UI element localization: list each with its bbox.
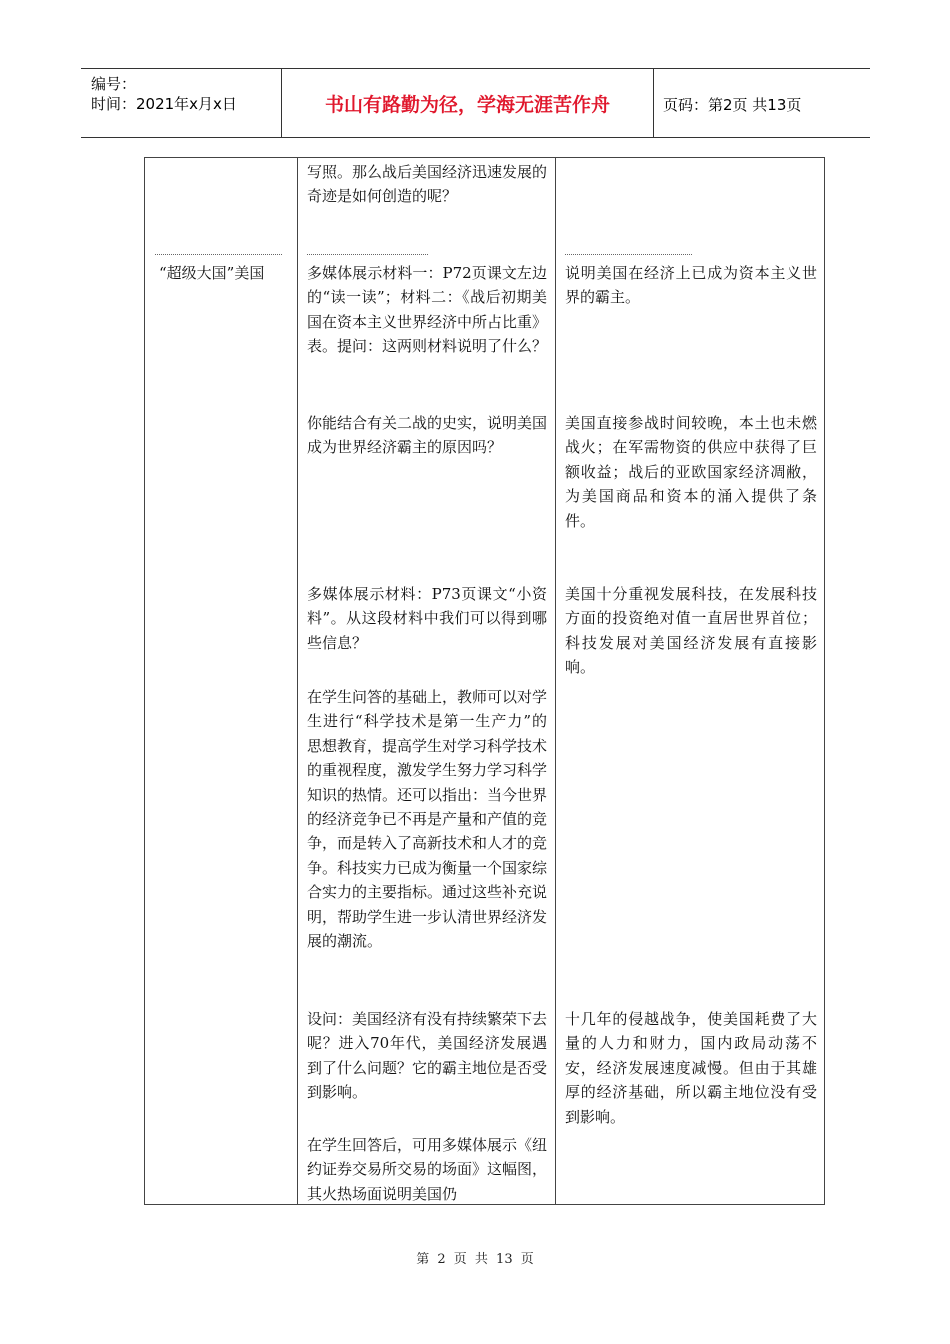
column-divider: [555, 158, 556, 1204]
teaching-text-intro: 写照。那么战后美国经济迅速发展的奇迹是如何创造的呢？: [307, 163, 548, 206]
dotted-separator: [565, 254, 692, 255]
document-time-label: 时间：2021年x月x日: [91, 95, 237, 113]
teaching-text-guidance: 在学生回答后，可用多媒体展示《纽约证券交易所交易的场面》这幅图，其火热场面说明美国仍: [307, 1136, 548, 1203]
header-meta: [81, 69, 281, 137]
page-header: [81, 68, 870, 138]
lesson-table: [144, 157, 825, 1205]
teaching-text-guidance: 在学生问答的基础上，教师可以对学生进行“科学技术是第一生产力”的思想教育，提高学生对学习科学技术的重视程度，激发学生努力学习科学知识的热情。还可以指出：当今世界的经济竞争已不再是产量和产值的竞争，而是转入了高新技术和人才的竞争。科技实力已成为衡量一个国家综合实力的主要指标。通过这些补充说明，帮助学生进一步认清世界经济发展的潮流。: [307, 688, 548, 951]
answer-text: 十几年的侵越战争，使美国耗费了大量的人力和财力，国内政局动荡不安，经济发展速度减慢。但由于其雄厚的经济基础，所以霸主地位没有受到影响。: [565, 1010, 817, 1126]
column-divider: [297, 158, 298, 1204]
header-page-label: 页码：第2页 共13页: [663, 96, 802, 114]
teaching-text-material: 多媒体展示材料：P73页课文“小资料”。从这段材料中我们可以得到哪些信息？: [307, 585, 547, 652]
dotted-separator: [307, 254, 428, 255]
teaching-text-question: 你能结合有关二战的史实，说明美国成为世界经济霸主的原因吗？: [307, 414, 548, 457]
teaching-text-material: 多媒体展示材料一：P72页课文左边的“读一读”；材料二：《战后初期美国在资本主义世界经济中所占比重》表。提问：这两则材料说明了什么？: [307, 264, 548, 356]
page-footer: 第 2 页 共 13 页: [416, 1252, 534, 1267]
header-motto: 书山有路勤为径，学海无涯苦作舟: [324, 93, 610, 116]
document-number-label: 编号：: [91, 75, 137, 93]
teaching-text-question: 设问：美国经济有没有持续繁荣下去呢？进入70年代，美国经济发展遇到了什么问题？它的霸主地位是否受到影响。: [307, 1010, 548, 1102]
answer-text: 美国直接参战时间较晚，本土也未燃战火；在军需物资的供应中获得了巨额收益；战后的亚欧国家经济凋敝，为美国商品和资本的涌入提供了条件。: [565, 414, 817, 530]
header-divider: [653, 69, 654, 137]
dotted-separator: [155, 254, 282, 255]
topic-cell: “超级大国”美国: [159, 264, 265, 282]
answer-text: 美国十分重视发展科技，在发展科技方面的投资绝对值一直居世界首位；科技发展对美国经济发展有直接影响。: [565, 585, 817, 677]
answer-text: 说明美国在经济上已成为资本主义世界的霸主。: [565, 264, 817, 307]
